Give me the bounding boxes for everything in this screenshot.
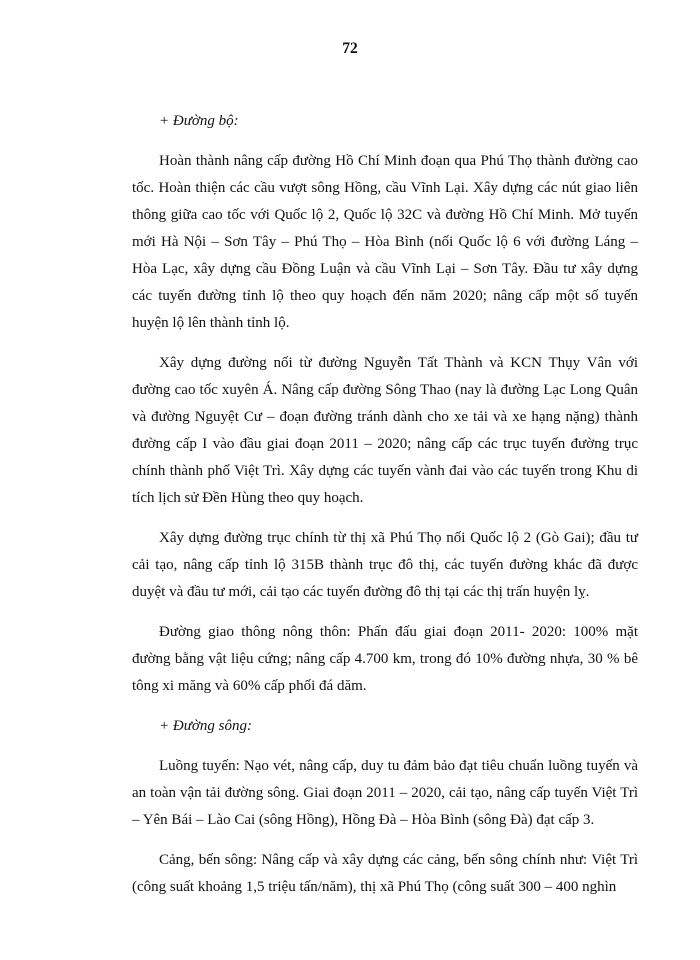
paragraph-road-1: Hoàn thành nâng cấp đường Hồ Chí Minh đoạn qua Phú Thọ thành đường cao tốc. Hoàn thiện các cầu vượt sông Hồng, cầu Vĩnh Lại. Xây dựng các nút giao liên thông giữa cao tốc với Quốc lộ 2, Quốc lộ 32C và đường Hồ Chí Minh. Mở tuyến mới Hà Nội – Sơn Tây – Phú Thọ – Hòa Bình (nối Quốc lộ 6 với đường Láng – Hòa Lạc, xây dựng cầu Đồng Luận và cầu Vĩnh Lại – Sơn Tây. Đầu tư xây dựng các tuyến đường tỉnh lộ theo quy hoạch đến năm 2020; nâng cấp một số tuyến huyện lộ lên thành tỉnh lộ. — [132, 153, 638, 331]
paragraph-road-2: Xây dựng đường nối từ đường Nguyễn Tất Thành và KCN Thụy Vân với đường cao tốc xuyên Á. Nâng cấp đường Sông Thao (nay là đường Lạc Long Quân và đường Nguyệt Cư – đoạn đường tránh dành cho xe tải và xe hạng nặng) thành đường cấp I vào đầu giai đoạn 2011 – 2020; nâng cấp các trục tuyến đường trục chính thành phố Việt Trì. Xây dựng các tuyến vành đai vào các tuyến trong Khu di tích lịch sử Đền Hùng theo quy hoạch. — [132, 355, 638, 506]
paragraph-road-3: Xây dựng đường trục chính từ thị xã Phú Thọ nối Quốc lộ 2 (Gò Gai); đầu tư cải tạo, nâng cấp tỉnh lộ 315B thành trục đô thị, các tuyến đường khác đã được duyệt và đầu tư mới, cải tạo các tuyến đường đô thị tại các thị trấn huyện lỵ. — [132, 530, 638, 600]
paragraph-river-1: Luồng tuyến: Nạo vét, nâng cấp, duy tu đảm bảo đạt tiêu chuẩn luồng tuyến và an toàn vận tải đường sông. Giai đoạn 2011 – 2020, cải tạo, nâng cấp tuyến Việt Trì – Yên Bái – Lào Cai (sông Hồng), Hồng Đà – Hòa Bình (sông Đà) đạt cấp 3. — [132, 758, 638, 828]
paragraph-road-4: Đường giao thông nông thôn: Phấn đấu giai đoạn 2011- 2020: 100% mặt đường bằng vật liệu cứng; nâng cấp 4.700 km, trong đó 10% đường nhựa, 30 % bê tông xi măng và 60% cấp phối đá dăm. — [132, 624, 638, 694]
section-heading-river: + Đường sông: — [159, 718, 252, 734]
document-body — [132, 108, 638, 914]
page-number: 72 — [342, 40, 358, 57]
paragraph-river-2: Cảng, bến sông: Nâng cấp và xây dựng các cảng, bến sông chính như: Việt Trì (công suất khoảng 1,5 triệu tấn/năm), thị xã Phú Thọ (công suất 300 – 400 nghìn — [132, 852, 638, 895]
section-heading-road: + Đường bộ: — [159, 113, 239, 129]
